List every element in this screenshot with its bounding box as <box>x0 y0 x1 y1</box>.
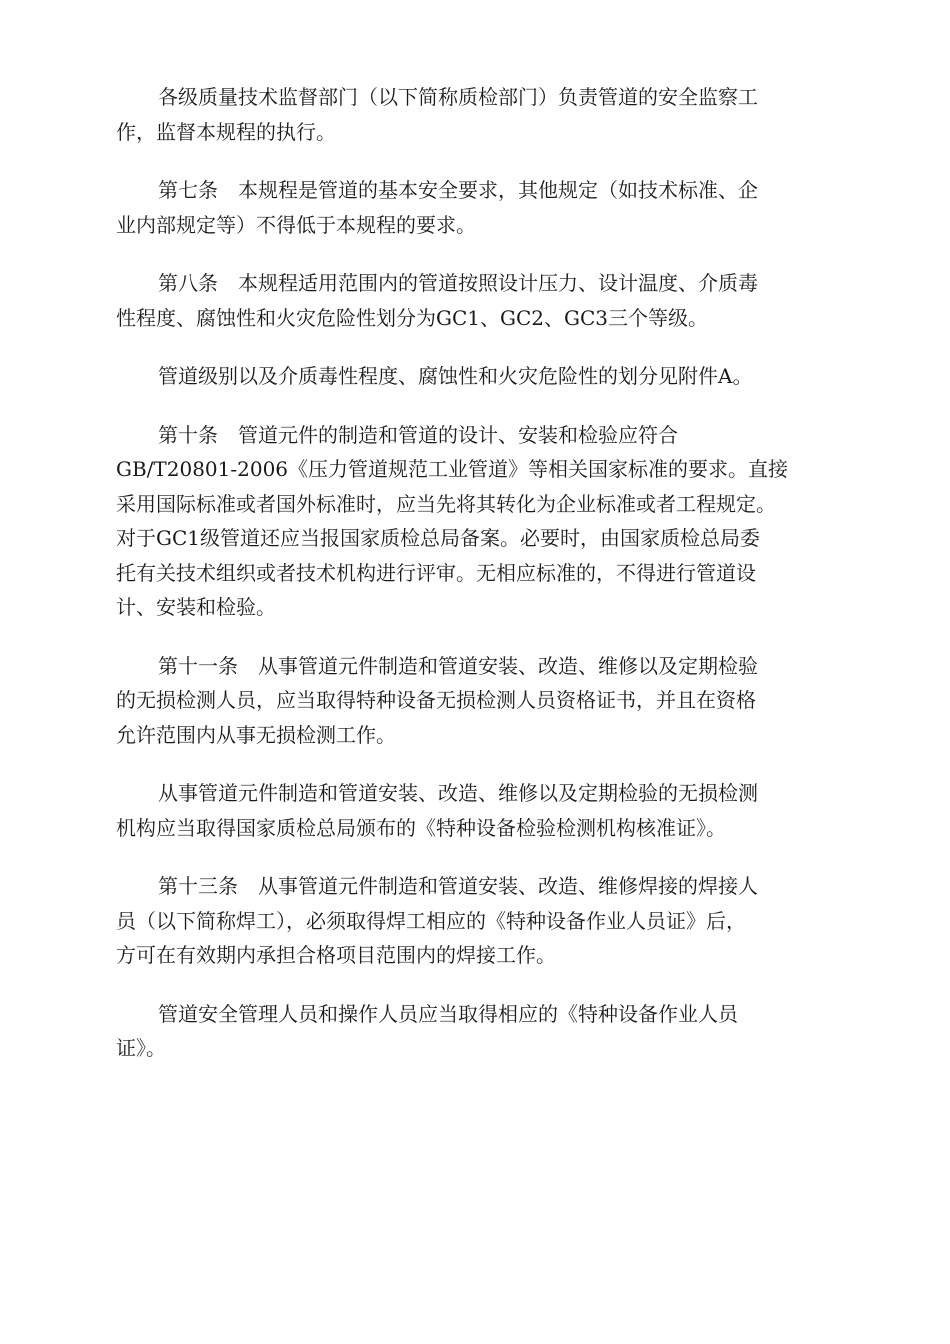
paragraph-article-8: 第八条 本规程适用范围内的管道按照设计压力、设计温度、介质毒 性程度、腐蚀性和火灾危险性划分为GC1、GC2、GC3三个等级。 <box>116 271 758 330</box>
document-page <box>116 80 851 1090</box>
paragraph-supervision-departments: 各级质量技术监督部门（以下简称质检部门）负责管道的安全监察工 作，监督本规程的执行。 <box>116 85 758 144</box>
paragraph-article-11: 第十一条 从事管道元件制造和管道安装、改造、维修以及定期检验 的无损检测人员，应当取得特种设备无损检测人员资格证书，并且在资格 允许范围内从事无损检测工作。 <box>116 653 758 747</box>
paragraph-article-7: 第七条 本规程是管道的基本安全要求，其他规定（如技术标准、企 业内部规定等）不得低于本规程的要求。 <box>116 178 758 237</box>
paragraph-management-personnel: 管道安全管理人员和操作人员应当取得相应的《特种设备作业人员 证》。 <box>116 1001 738 1060</box>
paragraph-article-10: 第十条 管道元件的制造和管道的设计、安装和检验应符合 GB/T20801-2006《压力管道规范工业管道》等相关国家标准的要求。直接 采用国际标准或者国外标准时，应当先将其转化为企业标准或者工程规定。 对于GC1级管道还应当报国家质检总局备案。必要时，由国家质检总局委 托有关技术组织或者技术机构进行评审。无相应标准的，不得进行管道设 计、安装和检验。 <box>116 422 789 619</box>
paragraph-pipeline-classification: 管道级别以及介质毒性程度、腐蚀性和火灾危险性的划分见附件A。 <box>158 364 753 388</box>
paragraph-article-13: 第十三条 从事管道元件制造和管道安装、改造、维修焊接的焊接人 员（以下简称焊工），必须取得焊工相应的《特种设备作业人员证》后， 方可在有效期内承担合格项目范围内的焊接工作。 <box>116 874 758 967</box>
paragraph-ndt-institutions: 从事管道元件制造和管道安装、改造、维修以及定期检验的无损检测 机构应当取得国家质检总局颁布的《特种设备检验检测机构核准证》。 <box>116 781 758 840</box>
